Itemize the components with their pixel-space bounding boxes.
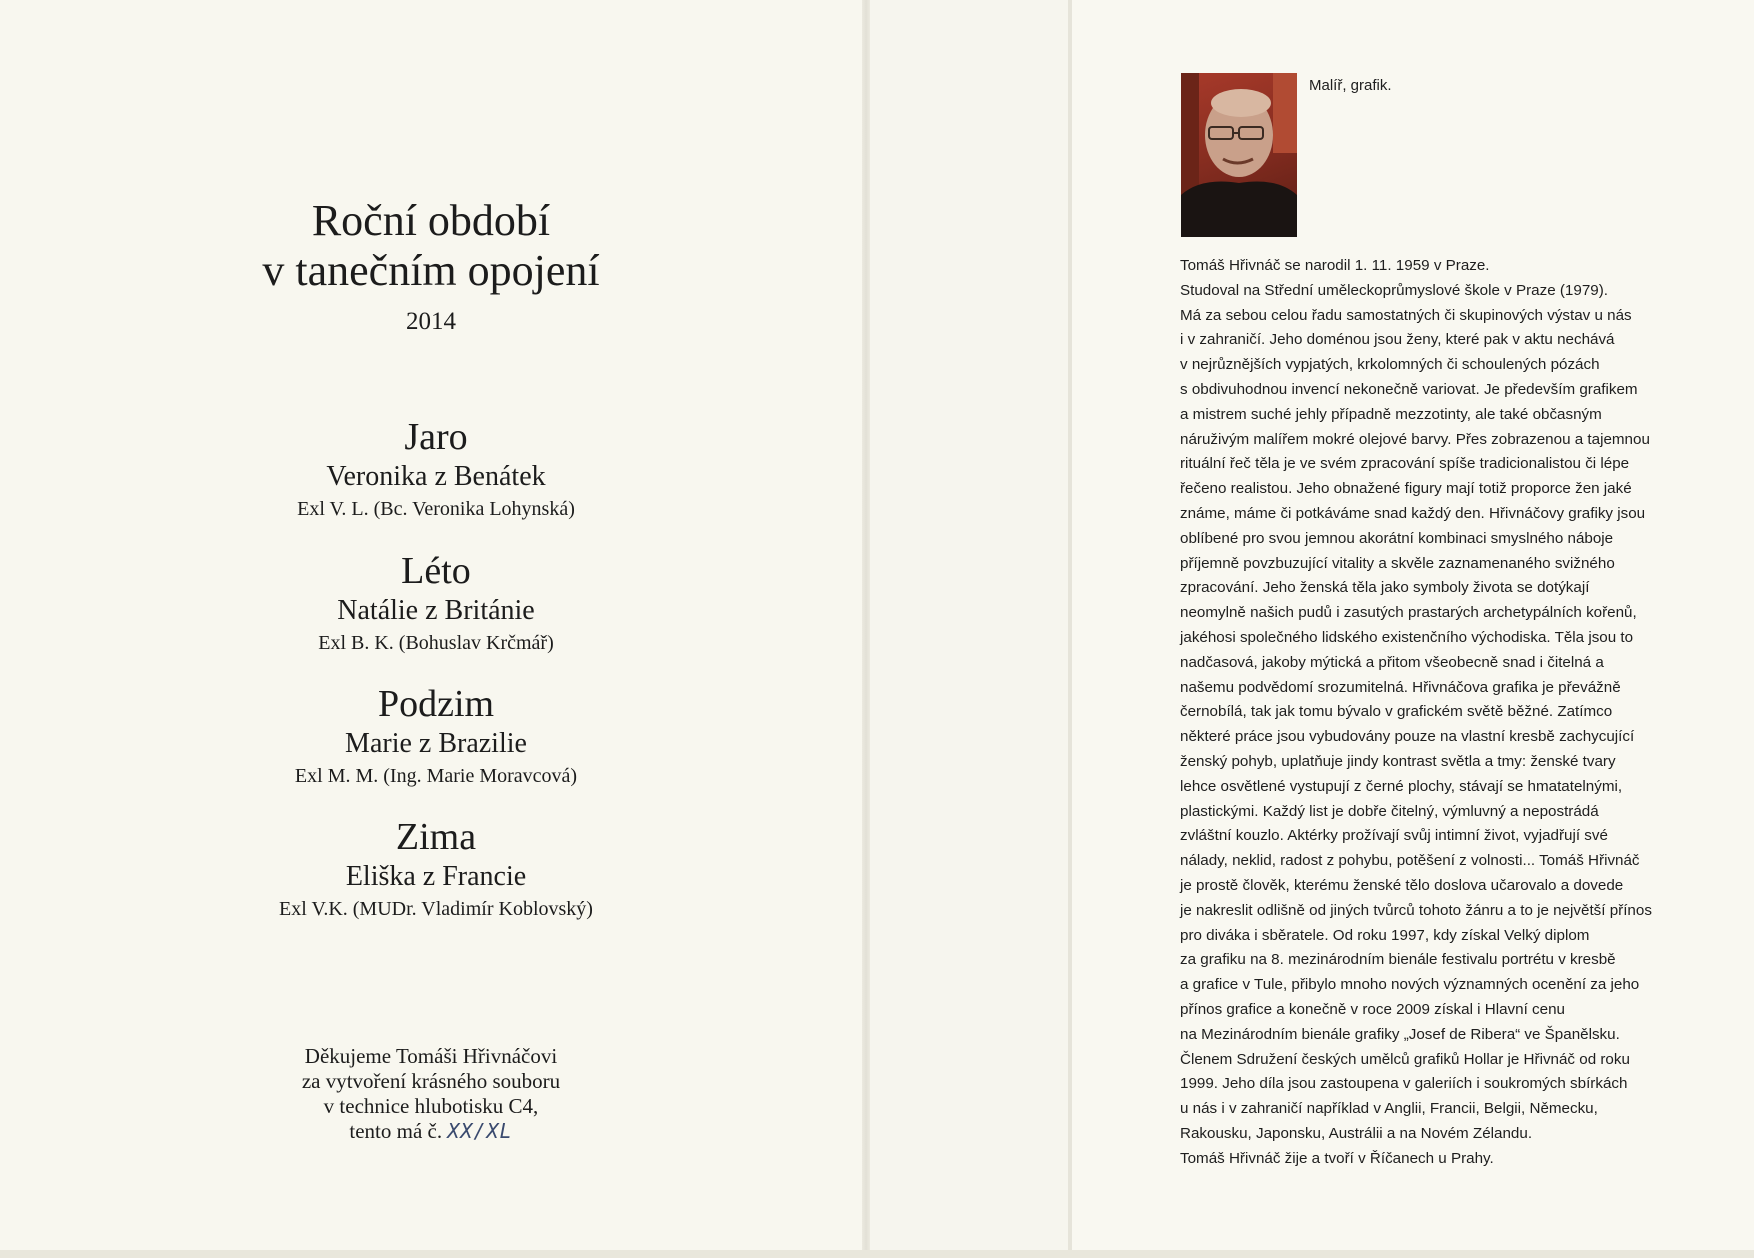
- bio-line: neomylně našich pudů i zasutých prastarých archetypálních kořenů,: [1180, 604, 1637, 622]
- season-name: Zima: [395, 816, 477, 858]
- season-exlibris: Exl M. M. (Ing. Marie Moravcová): [294, 765, 578, 787]
- season-exlibris: Exl V. L. (Bc. Veronika Lohynská): [297, 498, 575, 520]
- handwritten-edition-number: XX/XL: [447, 1119, 513, 1143]
- bio-line: a grafice v Tule, přibylo mnoho nových významných ocenění za jeho: [1180, 976, 1640, 994]
- bio-line: zvláštní kouzlo. Aktérky prožívají svůj intimní život, vyjadřují své: [1180, 827, 1608, 845]
- bio-line: jakéhosi společného lidského existenčního východiska. Těla jsou to: [1180, 628, 1634, 646]
- bio-line: zpracování. Jeho ženská těla jako symboly života se dotýkají: [1180, 579, 1590, 597]
- edition-number-line: [349, 1119, 512, 1144]
- bio-line: Studoval na Střední uměleckoprůmyslové škole v Praze (1979).: [1180, 281, 1608, 299]
- artist-caption: Malíř, grafik.: [1309, 77, 1392, 94]
- bio-line: Rakousku, Japonsku, Austrálii a na Novém Zélandu.: [1180, 1124, 1533, 1142]
- artist-biography: [1180, 254, 1700, 1171]
- portrait-illustration: [1181, 73, 1297, 237]
- edition-number-label: tento má č.: [349, 1119, 443, 1143]
- bio-line: je nakreslit odlišně od jiných tvůrců tohoto žánru a to je největší přínos: [1180, 901, 1652, 919]
- bio-line: nadčasová, jakoby mýtická a přitom všeobecně snad i čitelná a: [1180, 653, 1604, 671]
- season-name: Jaro: [404, 416, 468, 458]
- bio-line: přínos grafice a konečně v roce 2009 získal i Hlavní cenu: [1180, 1000, 1565, 1018]
- bio-line: některé práce jsou vybudovány pouze na vlastní kresbě zachycující: [1180, 728, 1635, 746]
- bio-line: plastickými. Každý list je dobře čitelný, výmluvný a nepostrádá: [1180, 802, 1599, 820]
- bio-line: ženský pohyb, uplatňuje jindy kontrast světla a tmy: ženské tvary: [1180, 752, 1616, 770]
- bio-line: v nejrůznějších vypjatých, krkolomných či schoulených pózách: [1180, 356, 1600, 374]
- bio-line: černobílá, tak jak tomu bývalo v grafickém světě běžné. Zatímco: [1180, 703, 1613, 721]
- season-exlibris: Exl B. K. (Bohuslav Krčmář): [318, 632, 554, 654]
- bio-line: a mistrem suché jehly případně mezzotinty, ale také občasným: [1180, 405, 1602, 423]
- bio-line: 1999. Jeho díla jsou zastoupena v galeriích i soukromých sbírkách: [1180, 1075, 1628, 1093]
- season-name: Podzim: [377, 683, 495, 725]
- bio-line: Členem Sdružení českých umělců grafiků Hollar je Hřivnáč od roku: [1180, 1050, 1630, 1068]
- bio-line: s obdivuhodnou invencí nekonečně variovat. Je především grafikem: [1180, 380, 1638, 398]
- bio-line: u nás i v zahraničí například v Anglii, Francii, Belgii, Německu,: [1180, 1100, 1598, 1118]
- bio-line: příjemně povzbuzující vitality a skvěle zaznamenaného svižného: [1180, 554, 1615, 572]
- bio-line: Tomáš Hřivnáč se narodil 1. 11. 1959 v Praze.: [1180, 257, 1490, 274]
- bio-line: Má za sebou celou řadu samostatných či skupinových výstav u nás: [1180, 306, 1632, 324]
- bio-line: oblíbené pro svou jemnou akorátní kombinaci smyslného náboje: [1180, 529, 1614, 547]
- bio-line: známe, máme či potkáváme snad každý den. Hřivnáčovy grafiky jsou: [1180, 504, 1646, 522]
- thanks-line-3: v technice hlubotisku C4,: [323, 1094, 539, 1118]
- season-podzim: [0, 682, 872, 790]
- season-subtitle: Marie z Brazilie: [345, 728, 527, 759]
- bio-line: řečeno realistou. Jeho obnažené figury mají totiž proporce žen jaké: [1180, 480, 1632, 498]
- bio-line: lehce osvětlené vystupují z černé plochy, stávají se hmatatelnými,: [1180, 777, 1623, 795]
- bio-line: rituální řeč těla je ve svém zpracování spíše tradicionalistou či lépe: [1180, 455, 1630, 473]
- bio-line: pro diváka i sběratele. Od roku 1997, kdy získal Velký diplom: [1180, 926, 1590, 944]
- bio-line: nálady, neklid, radost z pohybu, potěšení z volnosti... Tomáš Hřivnáč: [1180, 852, 1640, 870]
- season-subtitle: Eliška z Francie: [345, 861, 527, 892]
- year: 2014: [406, 308, 456, 335]
- bio-line: za grafiku na 8. mezinárodním bienále festivalu portrétu v kresbě: [1180, 951, 1616, 969]
- bio-line: na Mezinárodním bienále grafiky „Josef de Ribera“ ve Španělsku.: [1180, 1025, 1620, 1043]
- season-exlibris: Exl V.K. (MUDr. Vladimír Koblovský): [279, 898, 593, 920]
- title-line-1: Roční období: [311, 196, 551, 245]
- thanks-line-2: za vytvoření krásného souboru: [301, 1069, 561, 1093]
- season-name: Léto: [401, 550, 471, 592]
- artist-portrait-photo: [1181, 73, 1297, 237]
- season-zima: [0, 815, 872, 923]
- season-leto: [0, 549, 872, 657]
- bio-line: i v zahraničí. Jeho doménou jsou ženy, které pak v aktu nechává: [1180, 331, 1615, 349]
- thanks-block: [0, 1044, 862, 1144]
- bio-line: náruživým malířem mokré olejové barvy. Přes zobrazenou a tajemnou: [1180, 430, 1650, 448]
- title-block: [0, 196, 862, 342]
- page-gap: [870, 0, 1072, 1258]
- season-subtitle: Natálie z Británie: [337, 595, 535, 626]
- thanks-line-1: Děkujeme Tomáši Hřivnáčovi: [304, 1044, 558, 1068]
- season-jaro: [0, 415, 872, 523]
- bottom-edge: [0, 1250, 1754, 1258]
- bio-line: Tomáš Hřivnáč žije a tvoří v Říčanech u Prahy.: [1180, 1149, 1494, 1167]
- bio-line: našemu podvědomí srozumitelná. Hřivnáčova grafika je převážně: [1180, 678, 1621, 696]
- title-line-2: v tanečním opojení: [262, 246, 600, 295]
- season-subtitle: Veronika z Benátek: [326, 461, 546, 492]
- bio-line: je prostě člověk, kterému ženské tělo doslova učarovalo a dovede: [1180, 876, 1624, 894]
